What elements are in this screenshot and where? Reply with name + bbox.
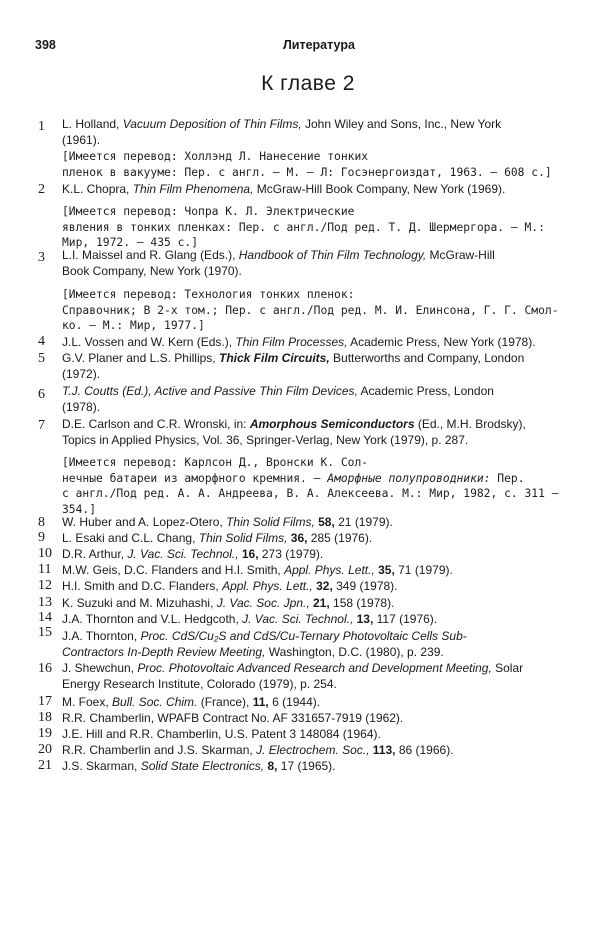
chapter-title: К главе 2 bbox=[261, 72, 355, 95]
reference-number: 18 bbox=[38, 710, 52, 725]
reference-citation bbox=[62, 595, 572, 611]
citation-pages: 158 (1978). bbox=[329, 596, 395, 610]
reference-citation bbox=[62, 546, 572, 562]
reference-number: 8 bbox=[38, 515, 45, 530]
citation-authors: H.I. Smith and D.C. Flanders, bbox=[62, 579, 223, 593]
russian-translation-note bbox=[62, 287, 572, 334]
reference-number: 21 bbox=[38, 758, 52, 773]
citation-journal: J. Vac. Sci. Technol., bbox=[127, 547, 239, 561]
citation-authors: D.R. Arthur, bbox=[62, 547, 128, 561]
citation-volume: 21, bbox=[309, 596, 330, 610]
citation-journal: Bull. Soc. Chim. bbox=[112, 695, 198, 709]
citation-title: T.J. Coutts (Ed.), Active and Passive Thin Film Devices, bbox=[62, 384, 358, 398]
translation-line: [Имеется перевод: Карлсон Д., Вронски К. Сол- bbox=[62, 456, 369, 469]
citation-pages: 285 (1976). bbox=[307, 531, 373, 545]
citation-line: (1961). bbox=[62, 133, 101, 147]
reference-citation bbox=[62, 416, 572, 448]
citation-publisher: John Wiley and Sons, Inc., New York bbox=[301, 117, 502, 131]
citation-journal: Appl. Phys. Lett., bbox=[222, 579, 313, 593]
reference-number: 9 bbox=[38, 530, 45, 545]
reference-number: 15 bbox=[38, 625, 52, 640]
citation-volume: 16, bbox=[238, 547, 259, 561]
reference-number: 16 bbox=[38, 661, 52, 676]
reference-citation bbox=[62, 694, 572, 710]
citation-line: Topics in Applied Physics, Vol. 36, Springer-Verlag, New York (1979), p. 287. bbox=[62, 433, 469, 447]
citation-journal: J. Vac. Sci. Technol., bbox=[242, 612, 354, 626]
reference-number: 12 bbox=[38, 578, 52, 593]
reference-number: 7 bbox=[38, 418, 45, 433]
citation-volume: 36, bbox=[287, 531, 308, 545]
citation-authors: L. Holland, bbox=[62, 117, 123, 131]
citation-authors: J.A. Thornton, bbox=[62, 629, 141, 643]
citation-line: J.E. Hill and R.R. Chamberlin, U.S. Patent 3 148084 (1964). bbox=[62, 727, 381, 741]
citation-authors: D.E. Carlson and C.R. Wronski, in: bbox=[62, 417, 250, 431]
citation-authors: L. Esaki and C.L. Chang, bbox=[62, 531, 199, 545]
citation-volume: 35, bbox=[374, 563, 395, 577]
citation-authors: J. Shewchun, bbox=[62, 661, 138, 675]
citation-publisher: McGraw-Hill Book Company, New York (1969). bbox=[253, 182, 506, 196]
reference-number: 3 bbox=[38, 250, 45, 265]
citation-line: Energy Research Institute, Colorado (1979), p. 254. bbox=[62, 677, 337, 691]
translation-title: Аморфные полупроводники: bbox=[327, 471, 491, 485]
citation-line: R.R. Chamberlin, WPAFB Contract No. AF 331657-7919 (1962). bbox=[62, 711, 404, 725]
citation-volume: 113, bbox=[369, 743, 396, 757]
citation-pages: 273 (1979). bbox=[258, 547, 324, 561]
citation-publisher: Academic Press, New York (1978). bbox=[347, 335, 536, 349]
reference-citation bbox=[62, 350, 572, 382]
citation-volume: 8, bbox=[264, 759, 278, 773]
translation-line: [Имеется перевод: Чопра К. Л. Электрические bbox=[62, 205, 355, 218]
reference-citation bbox=[62, 334, 572, 350]
translation-line: явления в тонких пленках: Пер. с англ./Под ред. Т. Д. Шермергора. — М.: bbox=[62, 220, 545, 234]
reference-number: 5 bbox=[38, 351, 45, 366]
citation-authors: K. Suzuki and M. Mizuhashi, bbox=[62, 596, 217, 610]
citation-journal: Thin Solid Films, bbox=[226, 515, 315, 529]
reference-number: 19 bbox=[38, 726, 52, 741]
citation-authors: K.L. Chopra, bbox=[62, 182, 133, 196]
citation-pages: 117 (1976). bbox=[373, 612, 438, 626]
citation-title: Vacuum Deposition of Thin Films, bbox=[122, 117, 302, 131]
translation-line: 354.] bbox=[62, 502, 97, 516]
reference-number: 11 bbox=[38, 562, 52, 577]
russian-translation-note bbox=[62, 149, 572, 180]
russian-translation-note bbox=[62, 455, 572, 517]
citation-authors: M. Foex, bbox=[62, 695, 113, 709]
citation-authors: J.A. Thornton and V.L. Hedgcoth, bbox=[62, 612, 243, 626]
reference-citation bbox=[62, 181, 572, 197]
translation-line: Мир, 1972. — 435 с.] bbox=[62, 236, 199, 249]
reference-citation bbox=[62, 742, 572, 758]
reference-number: 10 bbox=[38, 546, 52, 561]
citation-volume: 58, bbox=[314, 515, 335, 529]
reference-citation bbox=[62, 660, 572, 692]
reference-citation bbox=[62, 247, 572, 279]
russian-translation-note bbox=[62, 204, 572, 251]
reference-number: 1 bbox=[38, 119, 45, 134]
citation-title: Proc. Photovoltaic Advanced Research and Development Meeting, bbox=[137, 661, 492, 675]
translation-line: с англ./Под ред. А. А. Андреева, В. А. Алексеева. М.: Мир, 1982, с. 311 — bbox=[62, 487, 559, 500]
citation-journal: J. Electrochem. Soc., bbox=[256, 743, 370, 757]
citation-line: (1978). bbox=[62, 400, 101, 414]
reference-number: 2 bbox=[38, 182, 45, 197]
citation-title-cont: Contractors In-Depth Review Meeting, bbox=[62, 645, 266, 659]
reference-number: 4 bbox=[38, 334, 45, 349]
citation-publisher: Academic Press, London bbox=[357, 384, 494, 398]
translation-line: нечные батареи из аморфного кремния. — Аморфные полупроводники: Пер. bbox=[62, 471, 525, 485]
translation-line: Справочник; В 2-х том.; Пер. с англ./Под ред. М. И. Елинсона, Г. Г. Смол- bbox=[62, 303, 559, 317]
reference-number: 20 bbox=[38, 742, 52, 757]
reference-citation bbox=[62, 514, 572, 530]
citation-authors: J.L. Vossen and W. Kern (Eds.), bbox=[62, 335, 236, 349]
citation-title: Handbook of Thin Film Technology, bbox=[238, 248, 427, 262]
citation-line: Book Company, New York (1970). bbox=[62, 264, 242, 278]
citation-pages: 17 (1965). bbox=[277, 759, 336, 773]
citation-pages: 349 (1978). bbox=[332, 579, 398, 593]
reference-citation bbox=[62, 530, 572, 546]
citation-line: Washington, D.C. (1980), p. 239. bbox=[265, 645, 444, 659]
citation-volume: 11, bbox=[249, 695, 269, 709]
citation-authors: R.R. Chamberlin and J.S. Skarman, bbox=[62, 743, 257, 757]
citation-country: (France), bbox=[197, 695, 250, 709]
citation-title: Thin Film Processes, bbox=[235, 335, 348, 349]
reference-citation bbox=[62, 383, 572, 415]
reference-citation bbox=[62, 628, 572, 660]
citation-publisher: Butterworths and Company, London bbox=[329, 351, 525, 365]
translation-line: ко. — М.: Мир, 1977.] bbox=[62, 319, 205, 332]
citation-journal: J. Vac. Soc. Jpn., bbox=[216, 596, 310, 610]
reference-citation bbox=[62, 562, 572, 578]
citation-publisher: McGraw-Hill bbox=[426, 248, 495, 262]
citation-pages: 6 (1944). bbox=[268, 695, 321, 709]
citation-volume: 13, bbox=[353, 612, 374, 626]
reference-number: 13 bbox=[38, 595, 52, 610]
citation-pages: 21 (1979). bbox=[334, 515, 393, 529]
citation-authors: J.S. Skarman, bbox=[62, 759, 141, 773]
reference-citation bbox=[62, 116, 572, 148]
translation-line: [Имеется перевод: Технология тонких пленок: bbox=[62, 288, 355, 301]
citation-journal: Appl. Phys. Lett., bbox=[284, 563, 375, 577]
reference-citation bbox=[62, 758, 572, 774]
running-head: Литература bbox=[283, 38, 355, 52]
reference-citation bbox=[62, 726, 572, 742]
translation-line: пленок в вакууме: Пер. с англ. — М. — Л: Госэнергоиздат, 1963. — 608 с.] bbox=[62, 165, 552, 179]
translation-line: [Имеется перевод: Холлэнд Л. Нанесение тонких bbox=[62, 150, 369, 163]
citation-volume: 32, bbox=[312, 579, 333, 593]
citation-title: Thin Film Phenomena, bbox=[132, 182, 254, 196]
citation-publisher: (Ed., M.H. Brodsky), bbox=[414, 417, 526, 431]
citation-pages: 71 (1979). bbox=[394, 563, 453, 577]
citation-title: Proc. CdS/Cu₂S and CdS/Cu-Ternary Photovoltaic Cells Sub- bbox=[140, 629, 467, 643]
citation-authors: W. Huber and A. Lopez-Otero, bbox=[62, 515, 227, 529]
citation-publisher: Solar bbox=[491, 661, 524, 675]
citation-journal: Thin Solid Films, bbox=[198, 531, 288, 545]
citation-authors: L.I. Maissel and R. Glang (Eds.), bbox=[62, 248, 239, 262]
citation-journal: Solid State Electronics, bbox=[140, 759, 265, 773]
reference-number: 17 bbox=[38, 694, 52, 709]
citation-title: Amorphous Semiconductors bbox=[249, 417, 415, 431]
citation-pages: 86 (1966). bbox=[395, 743, 454, 757]
citation-line: (1972). bbox=[62, 367, 101, 381]
reference-citation bbox=[62, 578, 572, 594]
citation-authors: M.W. Geis, D.C. Flanders and H.I. Smith, bbox=[62, 563, 285, 577]
citation-title: Thick Film Circuits, bbox=[218, 351, 330, 365]
reference-number: 14 bbox=[38, 610, 52, 625]
citation-authors: G.V. Planer and L.S. Phillips, bbox=[62, 351, 219, 365]
reference-number: 6 bbox=[38, 387, 45, 402]
page-number: 398 bbox=[35, 38, 56, 52]
reference-citation bbox=[62, 611, 572, 627]
reference-citation bbox=[62, 710, 572, 726]
